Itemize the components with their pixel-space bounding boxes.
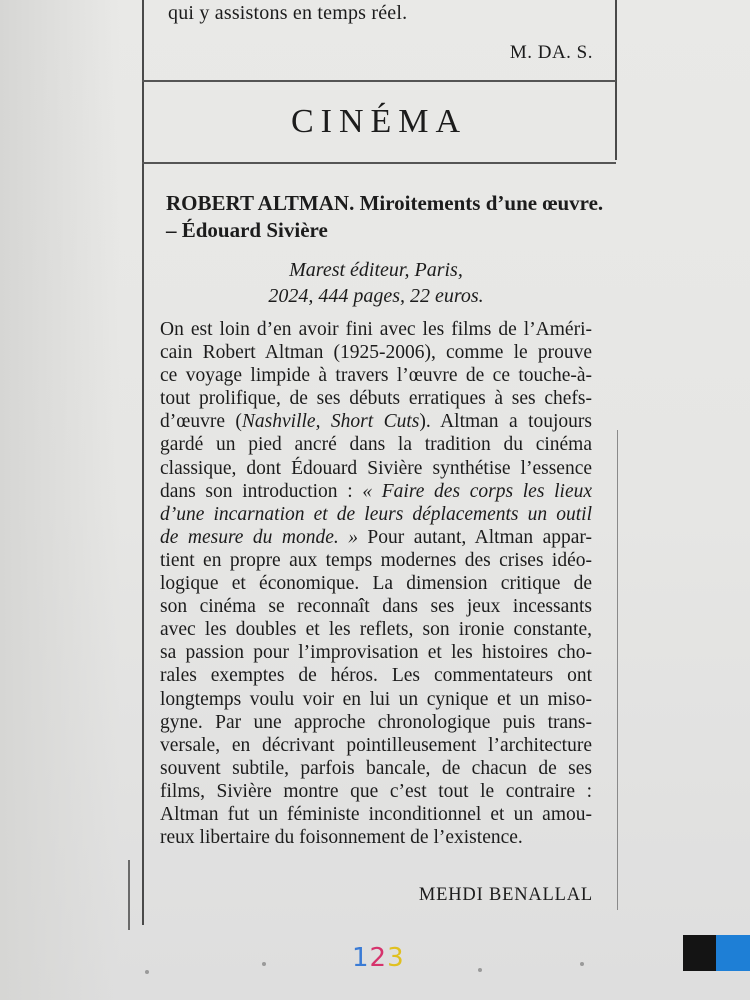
body-line: cain Robert Altman (1925-2006), comme le prouve [160,342,592,364]
body-line: versale, en décrivant pointilleusement l’architecture [160,734,592,756]
body-line-quote-tail: Pour autant, Altman appar- [357,526,592,548]
body-line: Altman fut un féministe inconditionnel et un amou- [160,803,592,825]
film-titles: Nashville, Short Cuts [241,411,420,433]
body-line-intro: dans son introduction : [160,480,363,502]
page-number-digit-1: 1 [352,943,370,973]
column-rule-right-lower [617,430,618,910]
review-author: MEHDI BENALLAL [418,885,593,905]
page-shadow [0,0,120,1000]
publisher-info [166,257,586,309]
body-line: ce voyage limpide à travers l’œuvre de ce touche-à- [160,365,592,387]
body-line: gardé un pied ancré dans la tradition du cinéma [160,434,592,456]
body-line: tout prolifique, de ses débuts erratiques à ses chefs- [160,388,592,410]
color-swatch-black [683,935,716,971]
page-number [352,943,405,973]
body-line-quote [160,503,592,526]
body-line: souvent subtile, parfois bancale, de chacun de ses [160,757,592,779]
body-line-quote-start [160,480,592,503]
paper-speck [262,962,266,966]
body-line: On est loin d’en avoir fini avec les films de l’Améri- [160,319,592,340]
body-line-films [160,410,592,433]
body-line: avec les doubles et les reflets, son ironie constante, [160,619,592,641]
paper-speck [145,970,149,974]
column-rule-left-lower [128,860,130,930]
body-line: logique et économique. La dimension critique de [160,573,592,595]
review-body [160,318,592,849]
review-headline: ROBERT ALTMAN. Miroitements d’une œuvre. – Édouard Sivière [166,191,604,242]
body-line: classique, dont Édouard Sivière synthétise l’essence [160,457,592,479]
body-line: rales exemptes de héros. Les commentateurs ont [160,665,592,687]
paper-speck [478,968,482,972]
body-line: son cinéma se reconnaît dans ses jeux incessants [160,596,592,618]
body-line-last: reux libertaire du foisonnement de l’existence. [160,827,523,849]
quote-middle: d’une incarnation et de leurs déplacements un outil [160,503,592,525]
body-line-films-end: ). Altman a toujours [419,411,593,433]
quote-start: « Faire des corps les lieux [362,480,592,502]
page-number-digit-3: 3 [387,943,405,973]
previous-article-last-line: qui y assistons en temps réel. [168,2,408,24]
publisher-line-1: Marest éditeur, Paris, [289,259,463,281]
paper-speck [580,962,584,966]
section-title: CINÉMA [290,103,468,140]
color-swatch-blue [716,935,750,971]
body-line-quote-end [160,526,592,549]
body-line: gyne. Par une approche chronologique puis trans- [160,711,592,733]
body-line: films, Sivière montre que c’est tout le contraire : [160,780,592,802]
section-divider-bottom [142,162,616,164]
body-line-films-start: d’œuvre ( [160,411,242,433]
publisher-line-2: 2024, 444 pages, 22 euros. [268,285,484,307]
body-line: tient en propre aux temps modernes des crises idéo- [160,549,592,571]
quote-end: de mesure du monde. » [160,526,358,548]
body-line: sa passion pour l’improvisation et les histoires cho- [160,642,592,664]
previous-article-signature: M. DA. S. [509,42,593,63]
section-divider-top [142,80,616,82]
body-line: longtemps voulu voir en lui un cynique et un miso- [160,688,592,710]
page-number-digit-2: 2 [369,943,388,973]
